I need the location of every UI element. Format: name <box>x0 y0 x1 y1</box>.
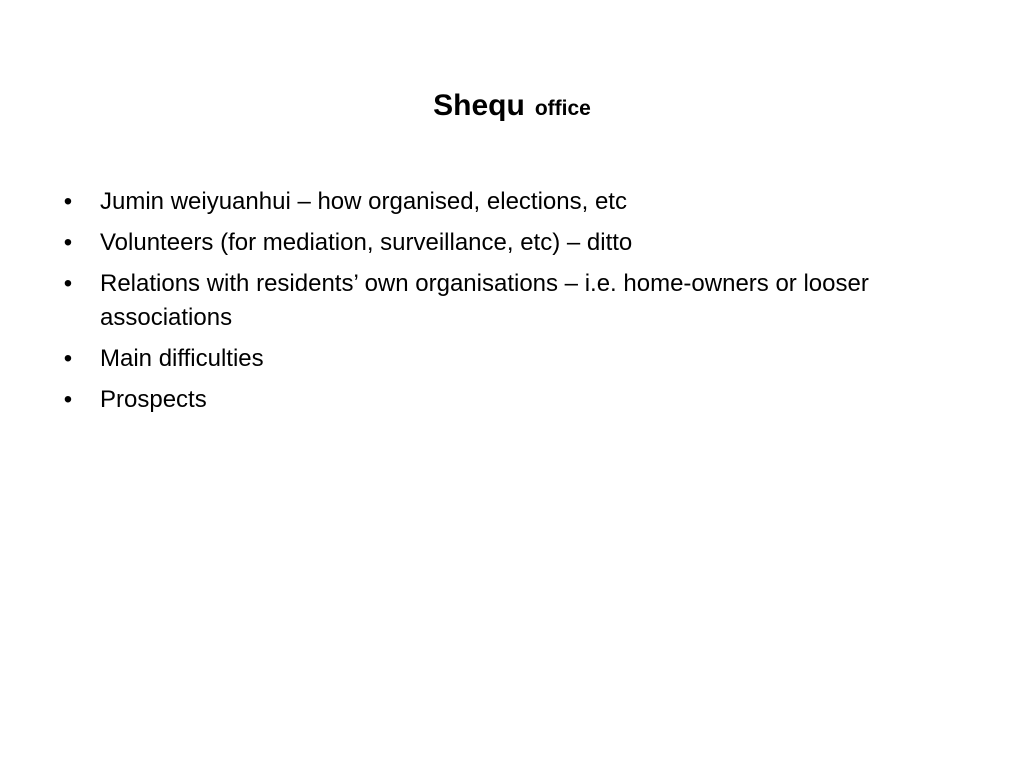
bullet-item <box>0 226 940 260</box>
bullet-text: Jumin weiyuanhui – how organised, elections, etc <box>100 188 627 215</box>
bullet-text: Volunteers (for mediation, surveillance, etc) – ditto <box>100 229 633 256</box>
bullet-list <box>0 185 1024 424</box>
bullet-icon: • <box>63 270 73 297</box>
bullet-icon: • <box>63 345 73 372</box>
bullet-item <box>0 342 940 376</box>
bullet-item <box>0 267 940 335</box>
bullet-icon: • <box>63 386 73 413</box>
bullet-icon: • <box>63 229 73 256</box>
bullet-text: Prospects <box>100 386 207 413</box>
slide-title <box>0 86 1024 131</box>
bullet-icon: • <box>63 188 73 215</box>
bullet-item <box>0 185 940 219</box>
bullet-text: Relations with residents’ own organisations – i.e. home-owners or looser associations <box>100 270 869 331</box>
bullet-item <box>0 383 940 417</box>
bullet-text: Main difficulties <box>100 345 264 372</box>
slide-title-main: Shequ <box>433 89 525 122</box>
slide-title-sub: office <box>534 97 591 120</box>
